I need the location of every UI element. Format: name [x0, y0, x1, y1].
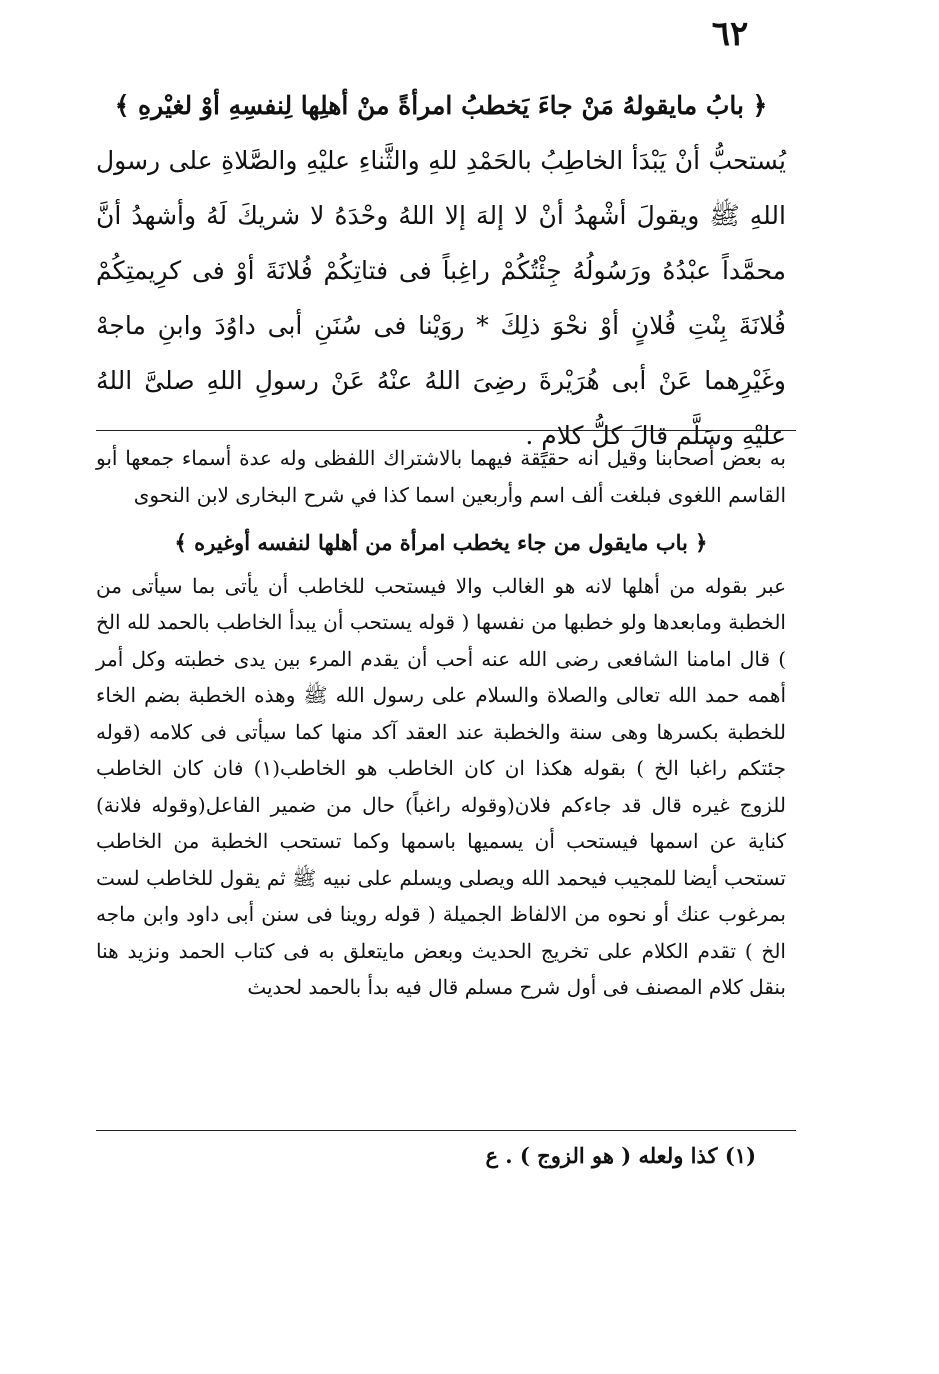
footnote: (١) كذا ولعله ( هو الزوج ) . ع	[485, 1143, 756, 1168]
main-text-body: يُستحبُّ أنْ يَبْدَأ الخاطِبُ بالحَمْدِ للهِ والثَّناءِ عليْهِ والصَّلاةِ على رسول اللهِ ﷺ ويقولَ أشْهدُ أنْ لا إلهَ إلا اللهُ وحْدَهُ لا شريكَ لَهُ وأشهدُ أنَّ محمَّداً عبْدُهُ ورَسُولُهُ جِئْتُكُمْ راغِباً فى فتاتِكُمْ فُلانَةَ أوْ فى كرِيمتِكُمْ فُلانَةَ بِنْتِ فُلانٍ أوْ نحْوَ ذلِكَ * روَيْنا فى سُنَنِ أبى داوُدَ وابنِ ماجهْ وغَيْرِهما عَنْ أبى هُرَيْرةَ رضِىَ اللهُ عنْهُ عَنْ رسولِ اللهِ صلىَّ اللهُ عليْهِ وسَلَّم قالَ كلُّ كلامٍ .	[96, 146, 786, 450]
commentary-block	[96, 440, 786, 1006]
page-number: ٦٢	[711, 14, 749, 54]
commentary-intro: به بعض أصحابنا وقيل انه حقيقة فيهما بالاشتراك اللفظى وله عدة أسماء جمعها أبو القاسم اللغوى فبلغت ألف اسم وأربعين اسما كذا في شرح البخارى لابن النحوى	[96, 446, 786, 507]
chapter-heading: ﴿ بابُ مايقولهُ مَنْ جاءَ يَخطبُ امرأةً منْ أهلِها لِنفسِهِ أوْ لغيْرهِ ﴾	[114, 91, 768, 120]
divider-rule-lower	[96, 1130, 796, 1131]
divider-rule-upper	[96, 430, 796, 431]
commentary-heading: ﴿ باب مايقول من جاء يخطب امرأة من أهلها لنفسه أوغيره ﴾	[174, 530, 708, 555]
commentary-body: عبر بقوله من أهلها لانه هو الغالب والا فيستحب للخاطب أن يأتى بما سيأتى من الخطبة ومابعدها ولو خطبها من نفسها ( قوله يستحب أن يبدأ الخاطب بالحمد لله الخ ) قال امامنا الشافعى رضى الله عنه أحب أن يقدم المرء بين يدى خطبته وكل أمر أهمه حمد الله تعالى والصلاة والسلام على رسول الله ﷺ وهذه الخطبة بضم الخاء للخطبة بكسرها وهى سنة والخطبة عند العقد آكد منها كما سيأتى فى كلامه (قوله جئتكم راغبا الخ ) بقوله هكذا ان كان الخاطب هو الخاطب(١) فان كان الخاطب للزوج غيره قال قد جاءكم فلان(وقوله راغباً) حال من ضمير الفاعل(وقوله فلانة) كناية عن اسمها فيستحب أن يسميها باسمها وكما تستحب الخطبة من الخاطب تستحب أيضا للمجيب فيحمد الله ويصلى ويسلم على نبيه ﷺ ثم يقول للخاطب لست بمرغوب عنك أو نحوه من الالفاظ الجميلة ( قوله روينا فى سنن أبى داود وابن ماجه الخ ) تقدم الكلام على تخريج الحديث وبعض مايتعلق به فى كتاب الحمد ونزيد هنا بنقل كلام المصنف فى أول شرح مسلم قال فيه بدأ بالحمد لحديث	[96, 573, 787, 999]
main-text-block	[96, 78, 786, 463]
